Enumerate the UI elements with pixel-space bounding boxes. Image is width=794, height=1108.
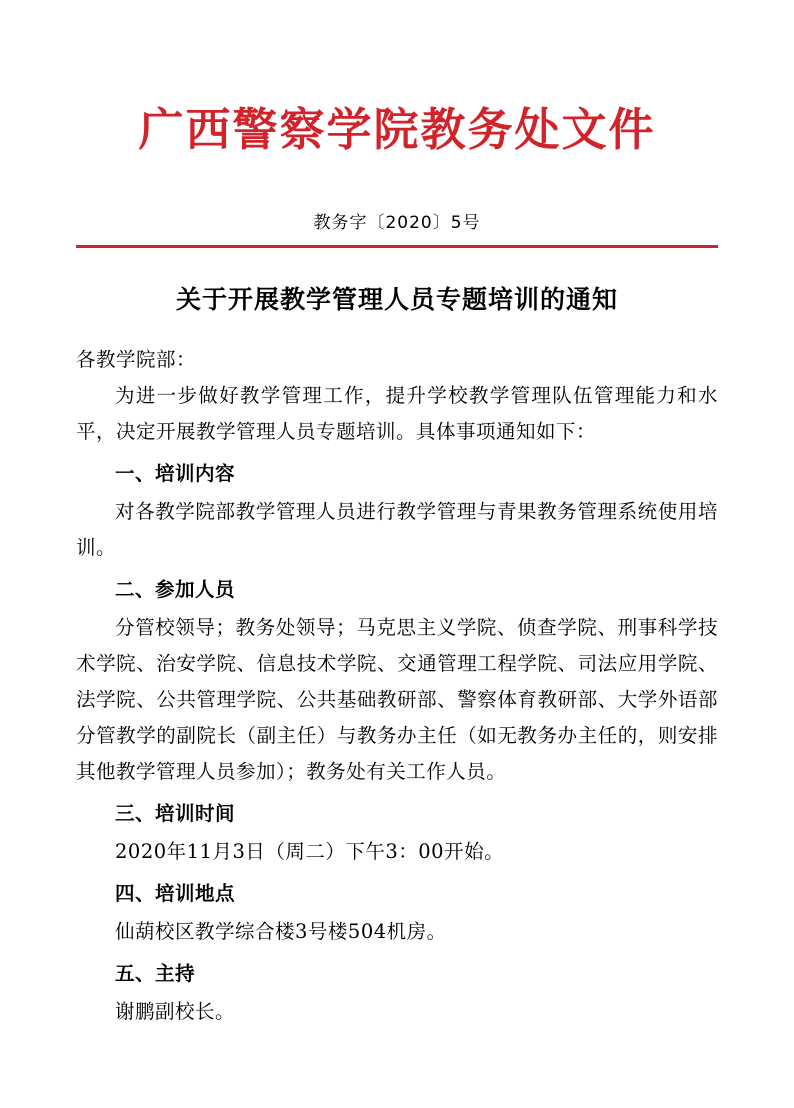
document-subject-title: 关于开展教学管理人员专题培训的通知 <box>175 284 618 314</box>
header-red-rule <box>76 245 718 248</box>
document-number: 教务字〔2020〕5号 <box>313 212 481 233</box>
section-heading-1: 一、培训内容 <box>115 461 236 485</box>
document-header-title: 广西警察学院教务处文件 <box>138 103 656 156</box>
section-body-2: 分管校领导；教务处领导；马克思主义学院、侦查学院、刑事科学技术学院、治安学院、信息技术学院、交通管理工程学院、司法应用学院、法学院、公共管理学院、公共基础教研部、警察体育教研部、大学外语部分管教学的副院长（副主任）与教务办主任（如无教务办主任的，则安排其他教学管理人员参加）；教务处有关工作人员。 <box>76 615 718 783</box>
section-body-5: 谢鹏副校长。 <box>115 999 236 1023</box>
section-heading-5: 五、主持 <box>115 961 196 985</box>
section-heading-2: 二、参加人员 <box>115 577 236 601</box>
section-body-1: 对各教学院部教学管理人员进行教学管理与青果教务管理系统使用培训。 <box>76 499 718 559</box>
salutation: 各教学院部： <box>76 347 197 371</box>
section-body-4: 仙葫校区教学综合楼3号楼504机房。 <box>115 919 447 943</box>
section-heading-4: 四、培训地点 <box>115 881 236 905</box>
section-body-3: 2020年11月3日（周二）下午3：00开始。 <box>115 839 505 863</box>
section-heading-3: 三、培训时间 <box>115 801 236 825</box>
intro-paragraph: 为进一步做好教学管理工作，提升学校教学管理队伍管理能力和水平，决定开展教学管理人员专题培训。具体事项通知如下： <box>76 383 718 443</box>
